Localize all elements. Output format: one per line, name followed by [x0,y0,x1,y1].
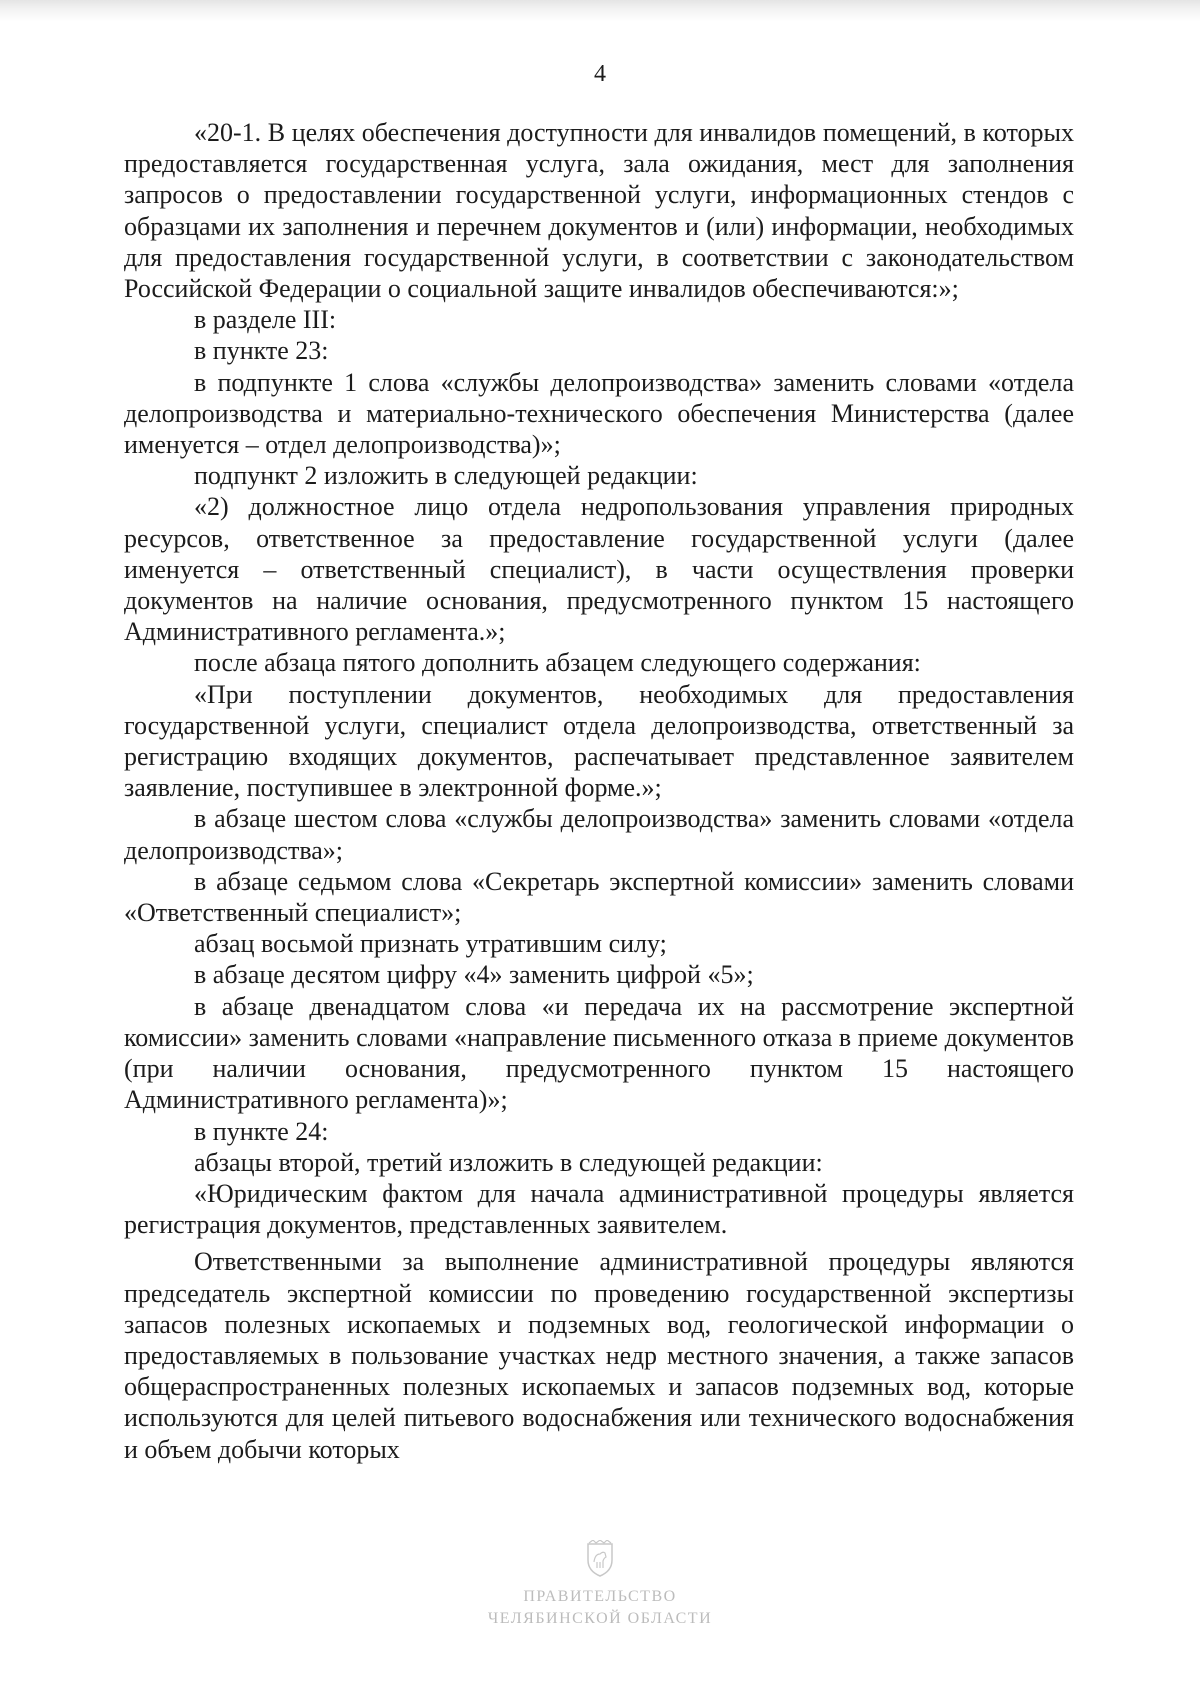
regional-coat-of-arms-icon [0,1540,1200,1578]
paragraph: подпункт 2 изложить в следующей редакции: [194,461,698,491]
paragraph: после абзаца пятого дополнить абзацем следующего содержания: [194,648,921,678]
paragraph: «2) должностное лицо отдела недропользования управления природных ресурсов, ответственное за предоставление государственной услуги (далее именуется – ответственный специалист), в части осуществления проверки документов на наличие основания, предусмотренного пунктом 15 настоящего Административного регламента.»; [124,492,1074,647]
paragraph: в абзаце двенадцатом слова «и передача их на рассмотрение экспертной комиссии» заменить словами «направление письменного отказа в приеме документов (при наличии основания, предусмотренного пунктом 15 настоящего Административного регламента)»; [124,991,1074,1115]
paragraph: в абзаце десятом цифру «4» заменить цифрой «5»; [194,960,754,990]
page-number: 4 [594,61,606,87]
stamp-line-region: ЧЕЛЯБИНСКОЙ ОБЛАСТИ [487,1610,713,1627]
paragraph: абзацы второй, третий изложить в следующей редакции: [194,1147,823,1177]
paragraph: в подпункте 1 слова «службы делопроизводства» заменить словами «отдела делопроизводства и материально-технического обеспечения Министерства (далее именуется – отдел делопроизводства)»; [124,367,1074,460]
paragraph: в пункте 24: [194,1116,329,1146]
scan-edge-shadow [0,0,1200,22]
paragraph: «20-1. В целях обеспечения доступности для инвалидов помещений, в которых предоставляется государственная услуга, зала ожидания, мест для заполнения запросов о предоставлении государственной услуги, информационных стендов с образцами их заполнения и перечнем документов и (или) информации, необходимых для предоставления государственной услуги, в соответствии с законодательством Российской Федерации о социальной защите инвалидов обеспечиваются:»; [124,118,1074,304]
paragraph: абзац восьмой признать утратившим силу; [194,929,667,959]
government-stamp [0,1540,1200,1630]
document-body [124,117,1074,1465]
stamp-line-government: ПРАВИТЕЛЬСТВО [523,1588,677,1605]
paragraph: в разделе III: [194,305,337,335]
paragraph: Ответственными за выполнение административной процедуры являются председатель экспертной комиссии по проведению государственной экспертизы запасов полезных ископаемых и подземных вод, геологической информации о предоставляемых в пользование участках недр местного значения, а также запасов общераспространенных полезных ископаемых и запасов подземных вод, которые используются для целей питьевого водоснабжения или технического водоснабжения и объем добычи которых [124,1247,1074,1464]
paragraph: «Юридическим фактом для начала административной процедуры является регистрация документов, представленных заявителем. [124,1178,1074,1240]
paragraph: «При поступлении документов, необходимых для предоставления государственной услуги, специалист отдела делопроизводства, ответственный за регистрацию входящих документов, распечатывает представленное заявителем заявление, поступившее в электронной форме.»; [124,679,1074,803]
paragraph: в пункте 23: [194,336,329,366]
paragraph: в абзаце седьмом слова «Секретарь экспертной комиссии» заменить словами «Ответственный специалист»; [124,866,1074,928]
paragraph: в абзаце шестом слова «службы делопроизводства» заменить словами «отдела делопроизводства»; [124,804,1074,865]
